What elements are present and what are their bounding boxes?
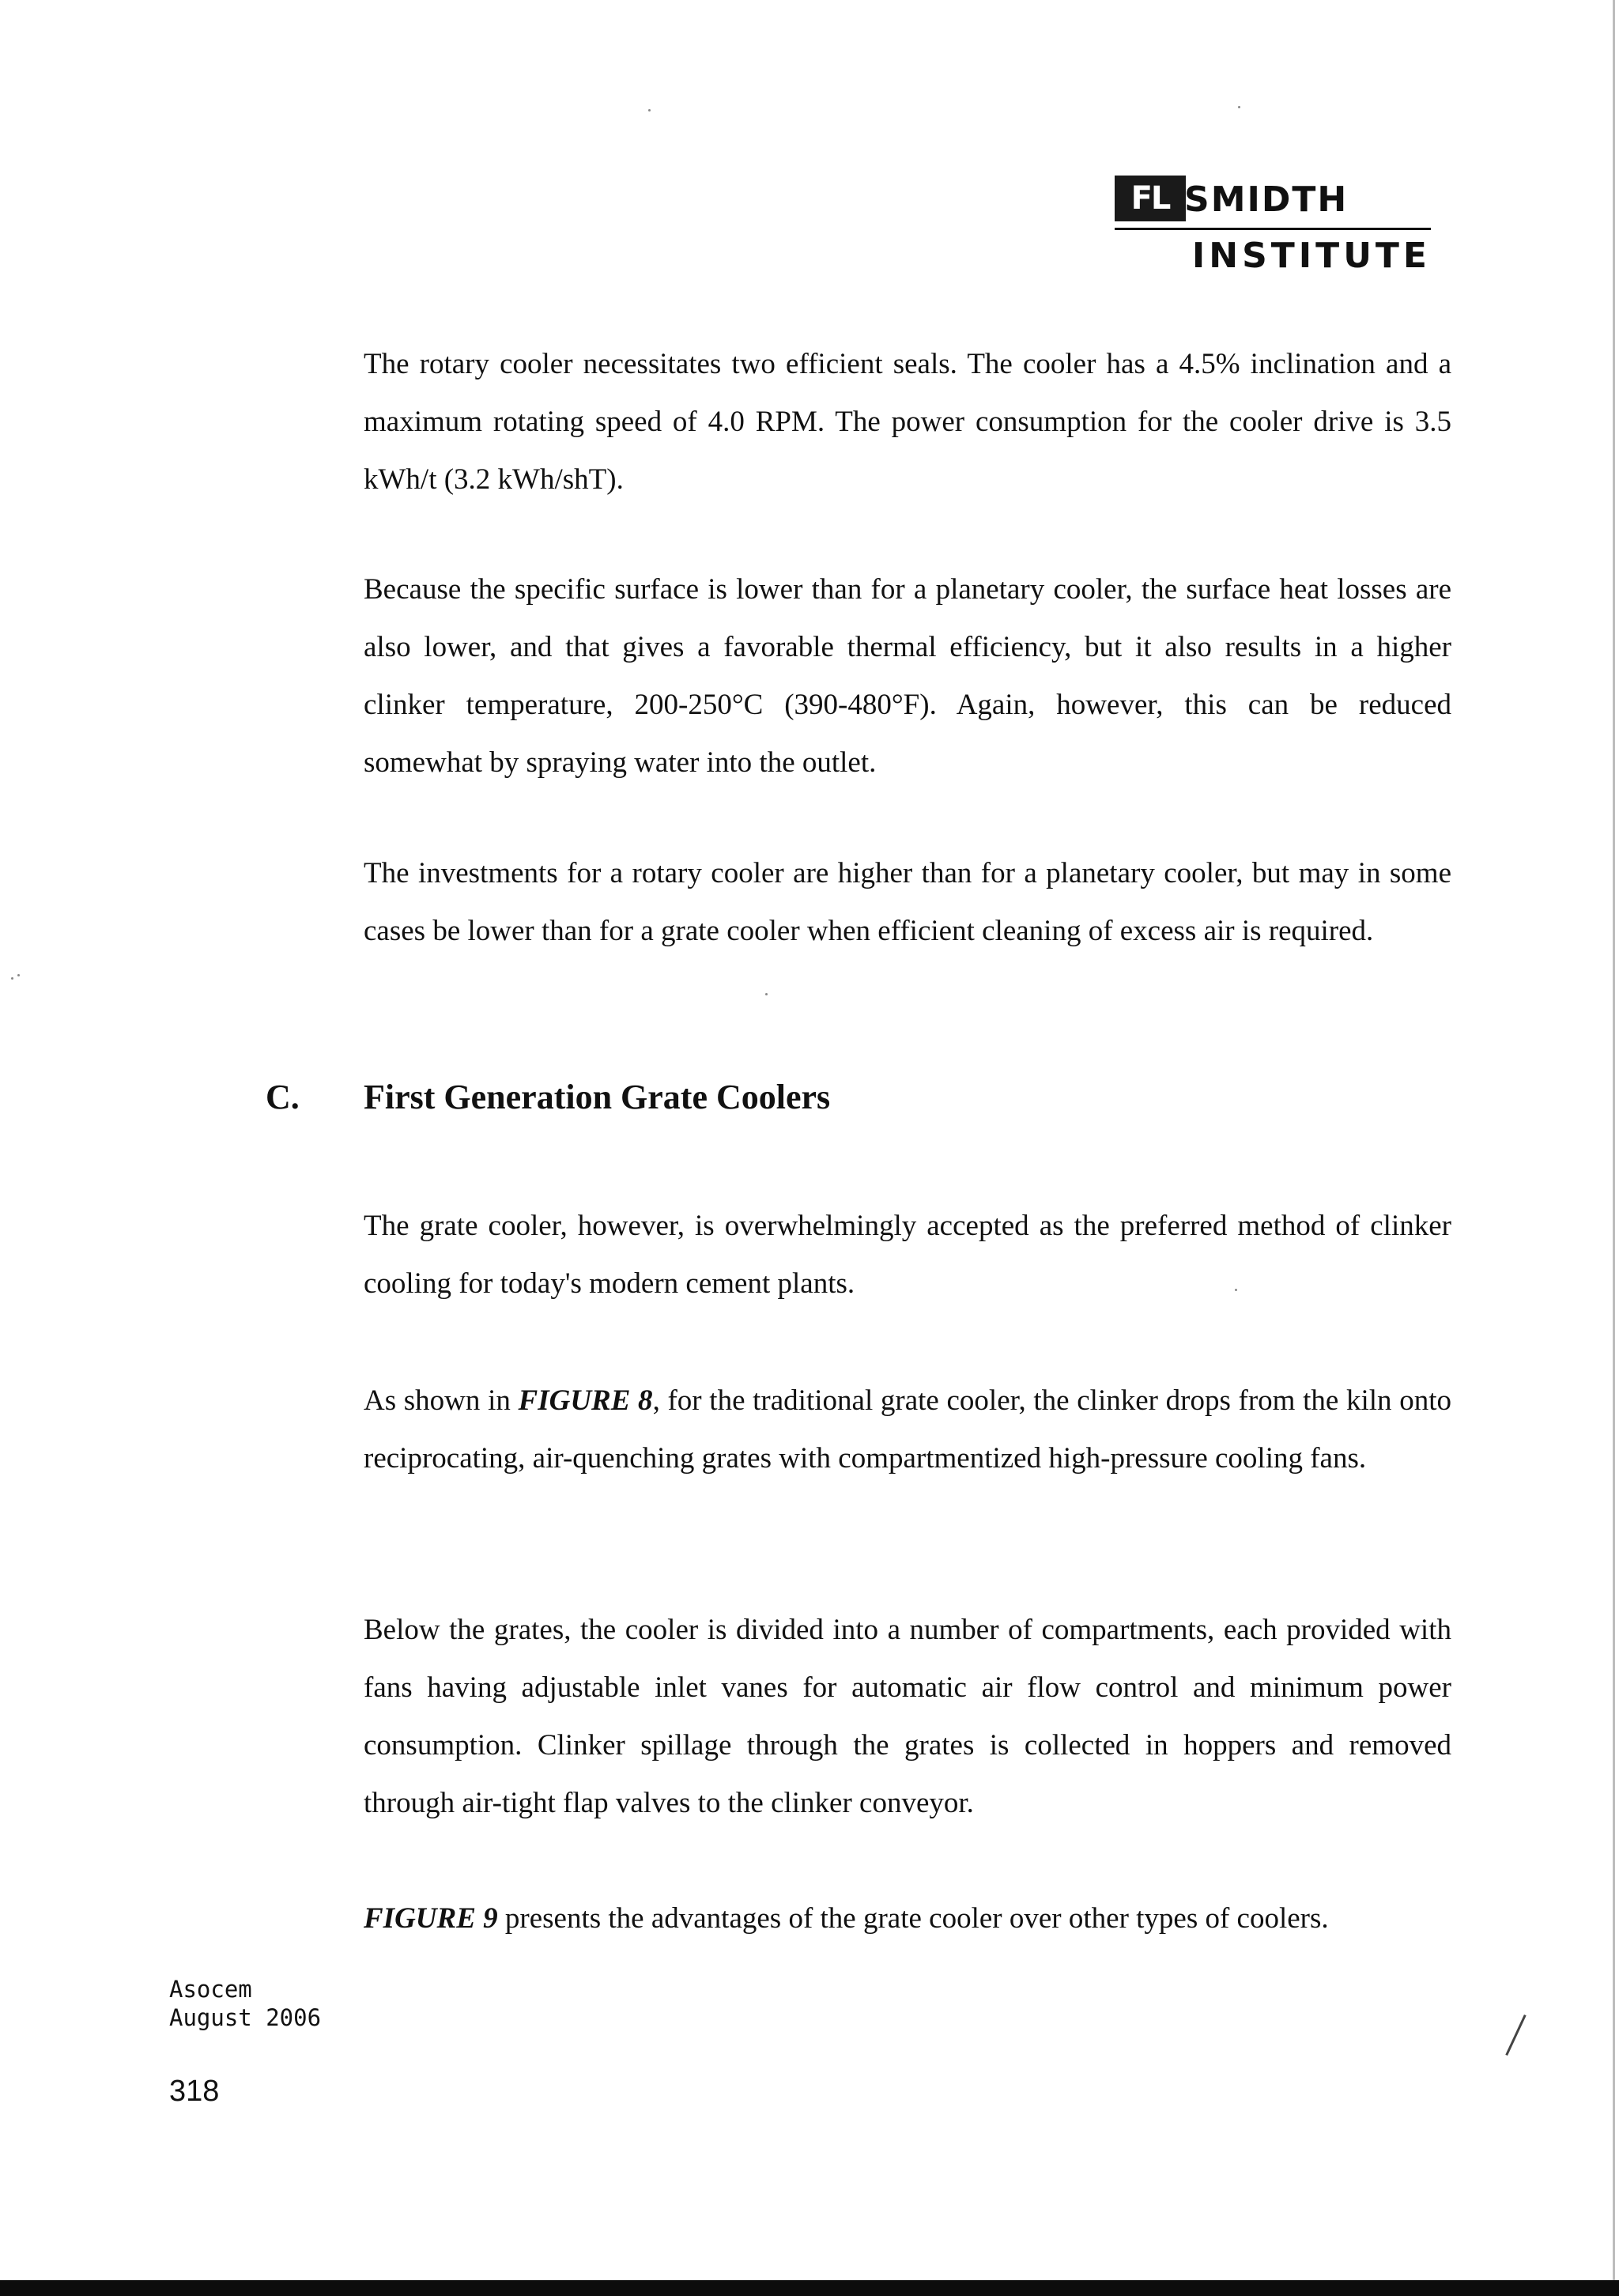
figure-9-reference: FIGURE 9 [364,1902,498,1935]
scan-speck [1235,1289,1237,1291]
scan-speck [1238,106,1240,108]
logo-mark: FL [1115,176,1186,221]
paragraph-figure-8-body: , for the traditional grate cooler, the clinker drops from the kiln onto reciprocating, air-quenching grates with compartmentized high-pressure cooling fans. [364,1384,1451,1475]
paragraph-compartments: Below the grates, the cooler is divided into a number of compartments, each provided with fans having adjustable inlet vanes for automatic air flow control and minimum power consumption. Clinker spillage through the grates is collected in hoppers and removed through air-tight flap valves to the clinker conveyor. [364,1614,1451,1819]
scan-speck [11,977,13,980]
scan-mark [1505,2015,1526,2056]
section-letter: C. [266,1078,300,1116]
paragraph-grate-cooler-accepted: The grate cooler, however, is overwhelmingly accepted as the preferred method of clinker cooling for today's modern cement plants. [364,1210,1451,1300]
scan-speck [17,974,20,976]
logo-subtitle: INSTITUTE [1191,236,1431,276]
scan-speck [648,109,651,111]
logo-name: SMIDTH [1184,179,1349,220]
footer-organization: Asocem [169,1976,252,2003]
scan-bottom-border [0,2280,1619,2296]
page-number: 318 [169,2075,220,2108]
paragraph-figure-9-body: presents the advantages of the grate cooler over other types of coolers. [497,1902,1329,1935]
paragraph-rotary-cooler-seals: The rotary cooler necessitates two efficient seals. The cooler has a 4.5% inclination and a maximum rotating speed of 4.0 RPM. The power consumption for the cooler drive is 3.5 kWh/t (3.2 kWh/shT). [364,348,1451,496]
section-title: First Generation Grate Coolers [364,1078,831,1116]
flsmidth-institute-logo [1115,176,1431,286]
paragraph-figure-8 [364,1372,1451,1487]
footer-date: August 2006 [169,2004,322,2031]
paragraph-figure-9 [364,1890,1451,1947]
paragraph-specific-surface: Because the specific surface is lower than for a planetary cooler, the surface heat losses are also lower, and that gives a favorable thermal efficiency, but it also results in a higher clinker temperature, 200-250°C (390-480°F). Again, however, this can be reduced somewhat by spraying water into the outlet. [364,573,1451,779]
scan-speck [765,993,768,995]
figure-8-reference: FIGURE 8 [518,1384,653,1417]
paragraph-figure-8-lead: As shown in [364,1384,519,1417]
paragraph-investments: The investments for a rotary cooler are higher than for a planetary cooler, but may in some cases be lower than for a grate cooler when efficient cleaning of excess air is required. [364,857,1451,947]
logo-rule [1115,228,1431,230]
page-edge [1613,0,1615,2280]
